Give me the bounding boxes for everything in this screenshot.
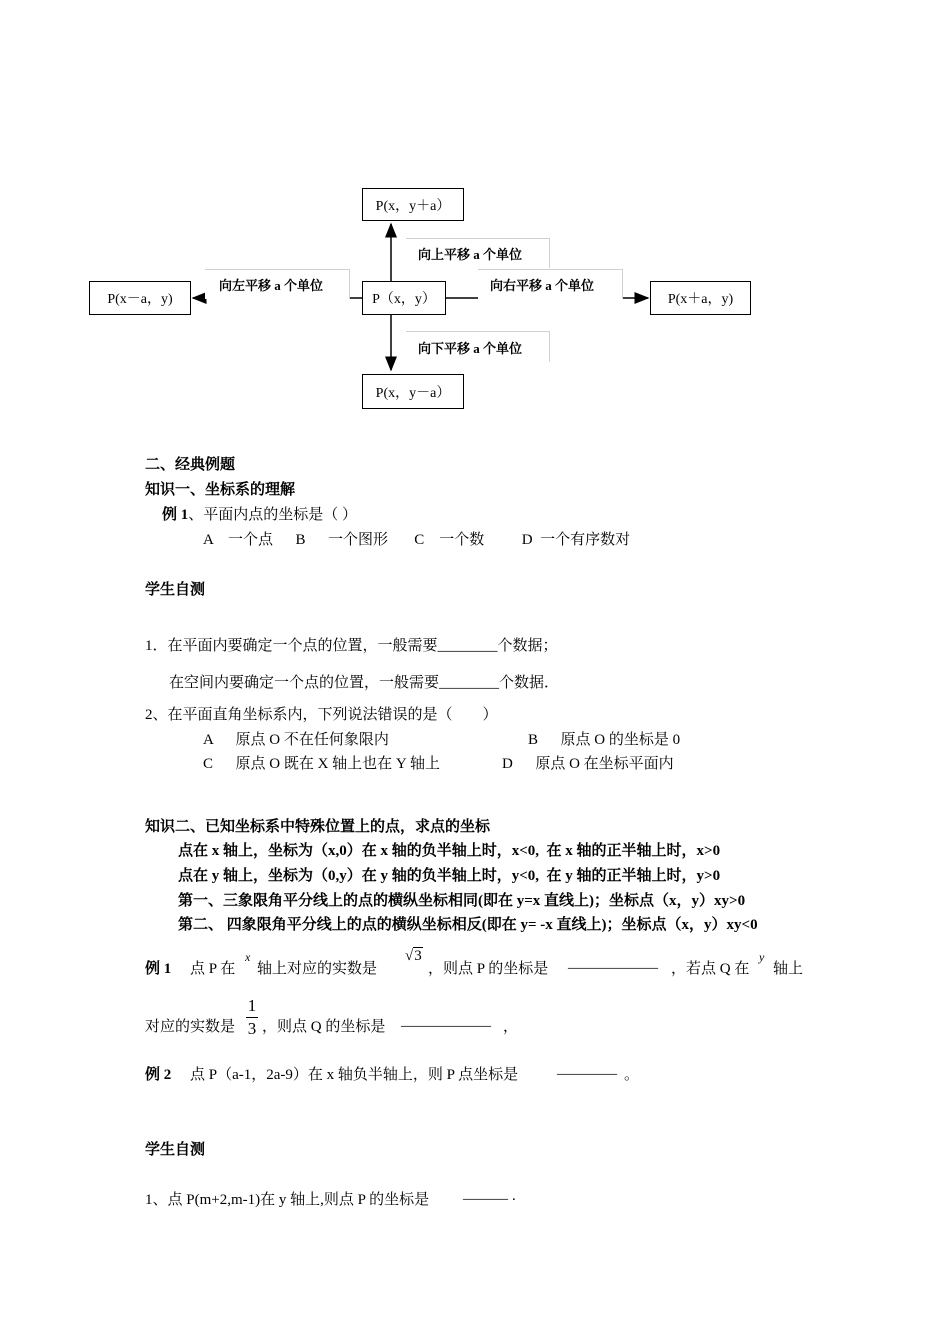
self-test-q2-option-a: A 原点 O 不在任何象限内: [203, 732, 389, 748]
self-test-2-q1-end: .: [512, 1188, 516, 1204]
knowledge-2-line-1: 点在 x 轴上，坐标为（x,0）在 x 轴的负半轴上时，x<0, 在 x 轴的正半轴上时，x>0: [178, 843, 721, 859]
k2-example-1-blank-1: ____________: [568, 955, 658, 971]
k2-example-1-label: 例 1: [145, 961, 172, 977]
box-right: P(x＋a，y): [650, 281, 751, 315]
knowledge-2-title: 知识二、已知坐标系中特殊位置上的点，求点的坐标: [145, 819, 491, 835]
k2-example-2-label: 例 2: [145, 1067, 172, 1083]
left-label: 向左平移 a 个单位: [205, 269, 350, 299]
example-1-label: 例 1: [162, 507, 189, 523]
right-label: 向右平移 a 个单位: [478, 269, 623, 299]
sqrt-radicand: 3: [414, 948, 422, 964]
self-test-title-1: 学生自测: [145, 582, 206, 598]
self-test-2-q1-blank: ______: [463, 1186, 508, 1202]
box-up: P(x，y＋a）: [362, 188, 464, 221]
fraction-denominator: 3: [247, 1019, 257, 1038]
example-1-question: [162, 503, 357, 524]
self-test-title-2: 学生自测: [145, 1142, 206, 1158]
knowledge-2-line-2: 点在 y 轴上，坐标为（0,y）在 y 轴的负半轴上时，y<0, 在 y 轴的正半轴上时，y>0: [178, 868, 721, 884]
knowledge-2-line-4: 第二、 四象限角平分线上的点的横纵坐标相反(即在 y= -x 直线上)；坐标点（x，y）xy<0: [178, 917, 758, 933]
self-test-q2: 2、在平面直角坐标系内，下列说法错误的是（ ）: [145, 707, 498, 723]
box-down: P(x，y－a）: [362, 374, 464, 409]
knowledge-1-title: 知识一、坐标系的理解: [145, 482, 296, 498]
self-test-q2-option-b: B 原点 O 的坐标是 0: [528, 732, 681, 748]
k2-example-2-end: 。: [624, 1067, 640, 1083]
box-left: P(x－a，y): [89, 281, 191, 315]
section-title: 二、经典例题: [145, 457, 236, 473]
k2-example-1-part2: 轴上对应的实数是: [257, 961, 378, 977]
diagram-arrows: [0, 0, 950, 440]
x-variable: x: [245, 950, 251, 964]
self-test-q2-option-c: C 原点 O 既在 X 轴上也在 Y 轴上: [203, 756, 440, 772]
k2-example-1-blank-2: ____________: [401, 1013, 491, 1029]
k2-example-2-text: 点 P（a-1，2a-9）在 x 轴负半轴上，则 P 点坐标是: [190, 1067, 519, 1083]
example-1-options: A 一个点 B 一个图形 C 一个数 D 一个有序数对: [203, 532, 631, 548]
knowledge-2-line-3: 第一、三象限角平分线上的点的横纵坐标相同(即在 y=x 直线上)；坐标点（x，y）xy>0: [178, 893, 746, 909]
y-variable: y: [759, 950, 765, 964]
self-test-q2-option-d: D 原点 O 在坐标平面内: [502, 756, 674, 772]
sqrt-sign: √: [405, 948, 414, 964]
self-test-q1b: 在空间内要确定一个点的位置，一般需要________个数据．: [169, 675, 560, 691]
k2-example-2-blank: ________: [557, 1061, 617, 1077]
k2-example-1-part4: ，若点 Q 在: [671, 961, 750, 977]
k2-example-1-line2-c: ，: [503, 1019, 519, 1035]
down-label: 向下平移 a 个单位: [406, 331, 550, 362]
sqrt-3: [405, 948, 423, 965]
fraction-numerator: 1: [247, 996, 257, 1015]
k2-example-1-line2-b: ，则点 Q 的坐标是: [262, 1019, 386, 1035]
example-1-text: 、平面内点的坐标是（ ）: [188, 507, 358, 523]
k2-example-1-part5: 轴上: [773, 961, 804, 977]
k2-example-1-part3: ，则点 P 的坐标是: [428, 961, 549, 977]
fraction-bar: [246, 1017, 258, 1018]
fraction-one-third: [244, 996, 260, 1039]
self-test-2-q1: 1、点 P(m+2,m-1)在 y 轴上,则点 P 的坐标是: [145, 1192, 430, 1208]
k2-example-1-part1: 点 P 在: [190, 961, 236, 977]
k2-example-1-line2-a: 对应的实数是: [145, 1019, 236, 1035]
box-center: P（x，y）: [362, 281, 446, 315]
up-label: 向上平移 a 个单位: [406, 238, 550, 268]
self-test-q1a: 1．在平面内要确定一个点的位置，一般需要________个数据；: [145, 638, 558, 654]
